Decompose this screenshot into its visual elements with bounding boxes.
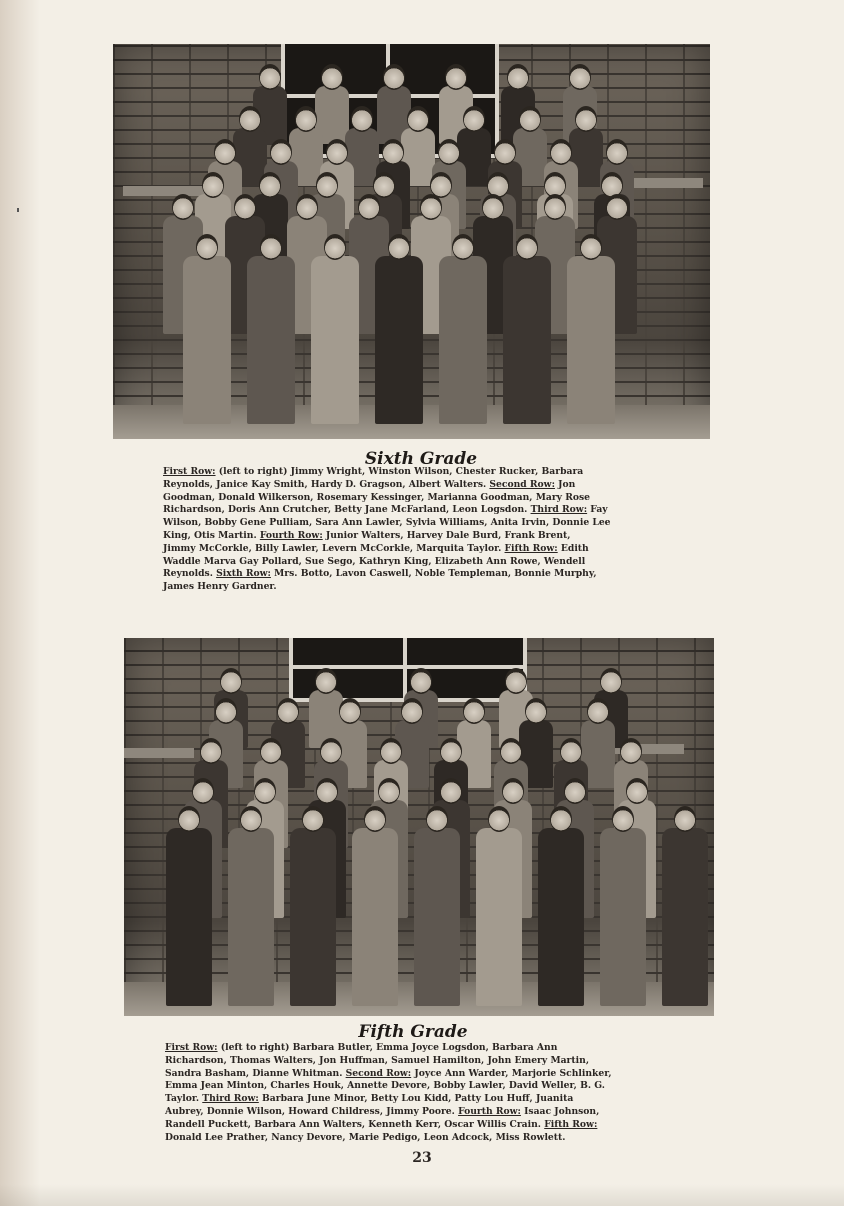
caption-line <box>163 504 683 517</box>
caption-text: Jimmy McCorkle, Billy Lawler, Levern McCorkle, Marquita Taylor. Fifth Row: Edith <box>163 542 589 554</box>
caption-line <box>165 1080 685 1093</box>
student-figure <box>183 234 231 424</box>
caption-text: Reynolds. Sixth Row: Mrs. Botto, Lavon Caswell, Noble Templeman, Bonnie Murphy, <box>163 568 597 580</box>
student-figure <box>503 234 551 424</box>
caption-text: Wilson, Bobby Gene Pulliam, Sara Ann Lawler, Sylvia Williams, Anita Irvin, Donnie Lee <box>163 517 611 529</box>
caption-text: King, Otis Martin. Fourth Row: Junior Walters, Harvey Dale Burd, Frank Brent, <box>163 529 571 541</box>
caption-text: Richardson, Thomas Walters, Jon Huffman, Samuel Hamilton, John Emery Martin, <box>165 1054 590 1066</box>
caption-line <box>163 543 683 556</box>
row-label: First Row: <box>163 466 216 477</box>
student-figure <box>228 806 274 1006</box>
caption-line <box>163 581 683 594</box>
sixth-grade-title: Sixth Grade <box>364 449 478 469</box>
student-figure <box>538 806 584 1006</box>
caption-line <box>163 492 683 505</box>
sixth-grade-photo <box>113 44 710 439</box>
student-figure <box>476 806 522 1006</box>
caption-text: Donald Lee Prather, Nancy Devore, Marie Pedigo, Leon Adcock, Miss Rowlett. <box>165 1131 566 1143</box>
caption-text: Taylor. Third Row: Barbara June Minor, Betty Lou Kidd, Patty Lou Huff, Juanita <box>165 1093 574 1105</box>
sixth-grade-caption <box>163 466 683 594</box>
page-bottom-shadow <box>0 1184 844 1206</box>
student-figure <box>439 234 487 424</box>
student-figure <box>662 806 708 1006</box>
student-figure <box>375 234 423 424</box>
caption-line <box>165 1132 685 1145</box>
page-binding-shadow <box>0 0 40 1206</box>
student-figure <box>247 234 295 424</box>
caption-line <box>163 530 683 543</box>
caption-text: (left to right) Jimmy Wright, Winston Wilson, Chester Rucker, Barbara <box>215 466 584 477</box>
caption-text: Sandra Basham, Dianne Whitman. Second Row: Joyce Ann Warder, Marjorie Schlinker, <box>165 1067 612 1079</box>
fifth-grade-title: Fifth Grade <box>358 1022 468 1042</box>
caption-line <box>163 466 683 479</box>
student-figure <box>414 806 460 1006</box>
page-number: 23 <box>412 1150 432 1166</box>
caption-text: (left to right) Barbara Butler, Emma Joyce Logsdon, Barbara Ann <box>217 1042 558 1053</box>
caption-line <box>165 1106 685 1119</box>
caption-text: Randell Puckett, Barbara Ann Walters, Kenneth Kerr, Oscar Willis Crain. Fifth Row: <box>165 1118 598 1130</box>
student-figure <box>166 806 212 1006</box>
brick-ledge <box>124 748 194 758</box>
caption-line <box>163 568 683 581</box>
caption-text: James Henry Gardner. <box>163 581 277 593</box>
caption-text: Reynolds, Janice Kay Smith, Hardy D. Gragson, Albert Walters. Second Row: Jon <box>163 478 576 490</box>
fifth-grade-caption <box>165 1042 685 1144</box>
caption-text: Goodman, Donald Wilkerson, Rosemary Kessinger, Marianna Goodman, Mary Rose <box>163 491 590 503</box>
row-label: First Row: <box>165 1042 218 1053</box>
caption-text: Emma Jean Minton, Charles Houk, Annette Devore, Bobby Lawler, David Weller, B. G. <box>165 1080 605 1092</box>
caption-line <box>165 1093 685 1106</box>
student-figure <box>311 234 359 424</box>
student-figure <box>600 806 646 1006</box>
caption-line <box>163 556 683 569</box>
caption-line <box>163 517 683 530</box>
caption-line <box>165 1068 685 1081</box>
pen-mark <box>17 208 19 212</box>
caption-line <box>165 1055 685 1068</box>
caption-line <box>165 1042 685 1055</box>
fifth-grade-photo <box>124 638 714 1016</box>
caption-text: Aubrey, Donnie Wilson, Howard Childress, Jimmy Poore. Fourth Row: Isaac Johnson, <box>165 1105 600 1117</box>
caption-text: Richardson, Doris Ann Crutcher, Betty Jane McFarland, Leon Logsdon. Third Row: Fay <box>163 504 608 516</box>
student-figure <box>567 234 615 424</box>
caption-line <box>165 1119 685 1132</box>
caption-text: Waddle Marva Gay Pollard, Sue Sego, Kathryn King, Elizabeth Ann Rowe, Wendell <box>163 555 586 567</box>
student-figure <box>352 806 398 1006</box>
student-figure <box>290 806 336 1006</box>
caption-line <box>163 479 683 492</box>
